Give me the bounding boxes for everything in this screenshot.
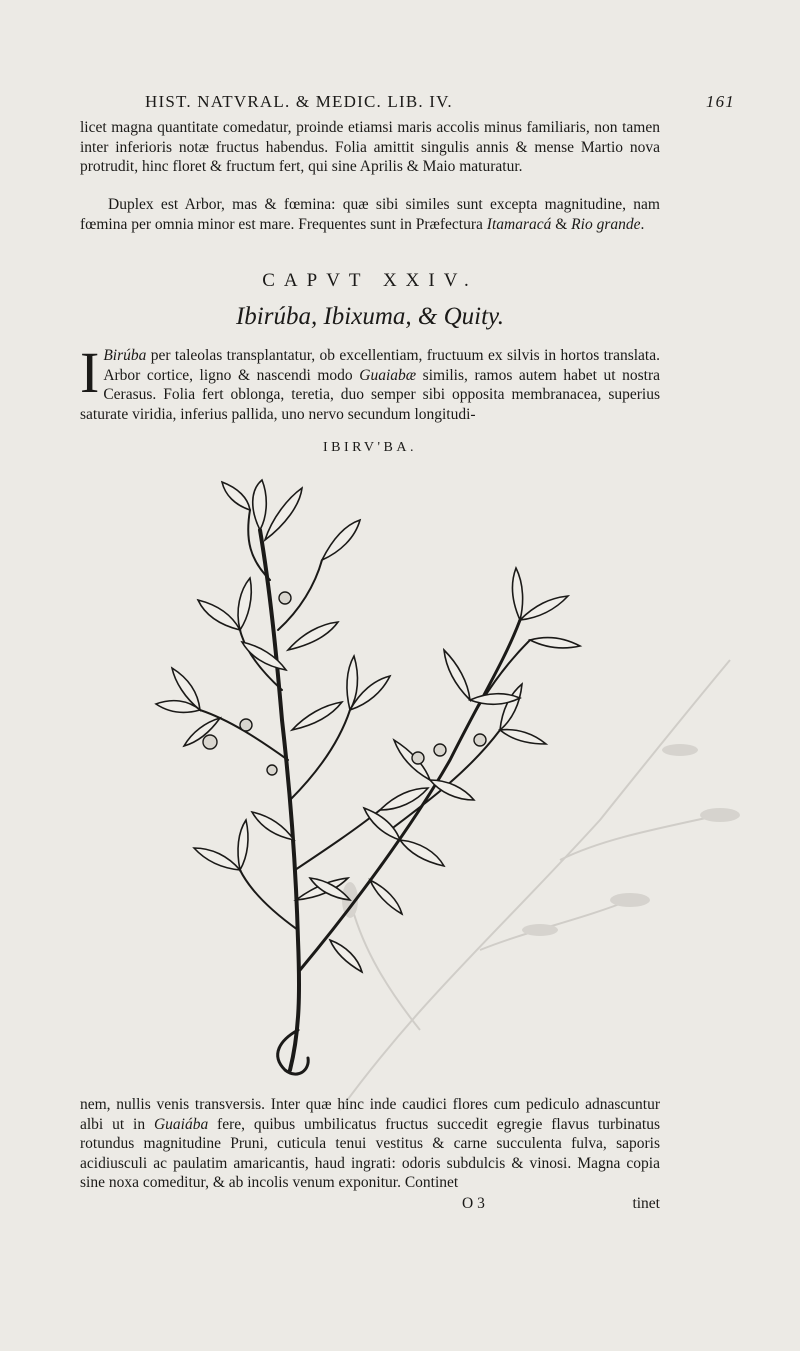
catchword: tinet (632, 1195, 660, 1212)
paragraph-1: licet magna quantitate comedatur, proinde etiamsi maris accolis minus familiaris, non tamen inter inferioris notæ fructus habendus. Folia amittit singulis annis & mense Martio nova protrudit, hinc floret & fructum fert, qui sine Aprilis & Maio maturatur. (80, 119, 660, 175)
page-number: 161 (705, 92, 735, 111)
paragraph-2-text: Duplex est Arbor, mas & fœmina: quæ sibi similes sunt excepta magnitudine, nam fœmina per omnia minor est mare. Frequentes sunt in Præfectura (80, 196, 660, 233)
term-birúba: Birúba (103, 347, 147, 364)
term-guaiaba: Guaiába (153, 1115, 209, 1133)
paragraph-4-text-2: fere, quibus umbilicatus fructus succedit egregie flavus turbinatus rotundus magnitudine Pruni, cuticula tenui vestitus & carne succulenta fulva, saporis acidiusculi ac paulatim amaricantis, haud ingrati: odoris subdulcis & vinosi. Magna copia sine noxa comeditur, & ab incolis venum exponitur. Continet (80, 1115, 660, 1191)
plant-illustration-icon (150, 470, 590, 1090)
signature-mark: O 3 (462, 1195, 485, 1212)
paragraph-2-end: . (640, 215, 645, 233)
paragraph-3-text-1: per taleolas transplantatur, ob excellentiam, fructuum ex silvis in hortos translata. Arbor cortice, ligno & nascendi modo (103, 347, 660, 384)
chapter-title: Ibirúba, Ibixuma, & Quity. (235, 303, 505, 330)
paragraph-3-text-2: similis, ramos autem habet ut nostra Cerasus. Folia fert oblonga, teretia, duo semper sibi opposita membranacea, superius saturate viridia, inferius pallida, uno nervo secundum longitudi- (80, 366, 660, 423)
plant-figure (150, 470, 590, 1090)
paragraph-4 (80, 1095, 660, 1193)
running-head-title: HIST. NATVRAL. & MEDIC. LIB. IV. (145, 92, 453, 111)
paragraph-3 (80, 340, 660, 424)
place-name-rio-grande: Rio grande (571, 215, 641, 233)
place-name-itamaraca: Itamaracá (486, 215, 552, 233)
figure-caption: IBIRV'BA. (323, 440, 417, 455)
conjunction: & (551, 215, 572, 233)
paragraph-4-text-1: nem, nullis venis transversis. Inter quæ hinc inde caudici flores cum pediculo adnascuntur albi ut in (80, 1096, 660, 1133)
paragraph-2 (80, 195, 660, 234)
term-guaiabae: Guaiabæ (359, 366, 417, 384)
drop-cap: I (80, 340, 100, 405)
running-head (145, 92, 735, 112)
chapter-heading: CAPVT XXIV. (262, 270, 478, 291)
